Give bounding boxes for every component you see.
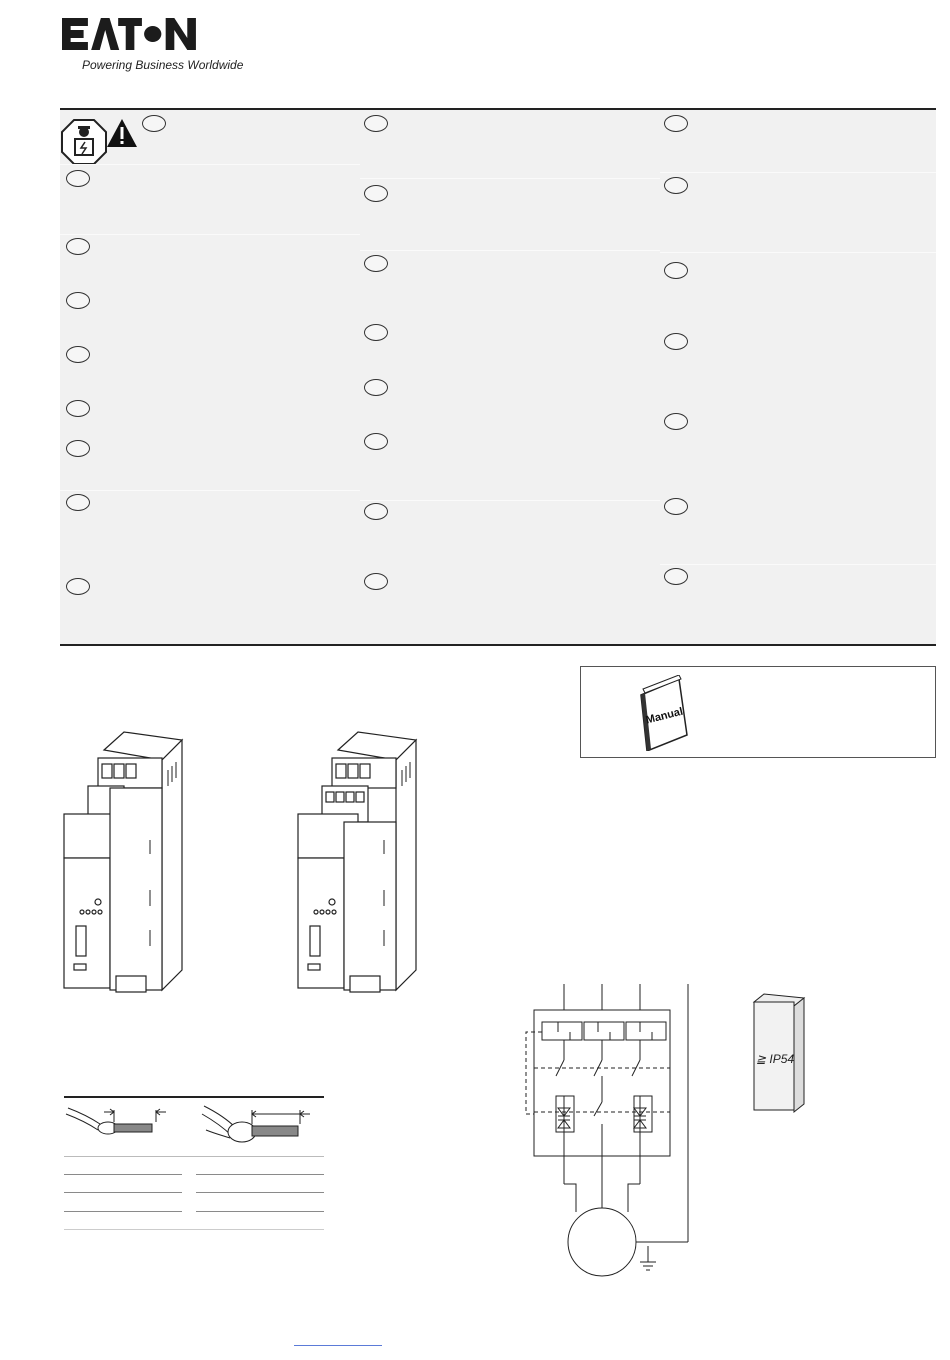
eaton-logo [62, 14, 197, 62]
wire-stripping-illustration [64, 1100, 324, 1150]
divider [660, 252, 936, 253]
soft-starter-device-illustration [58, 730, 188, 1000]
language-marker [364, 324, 388, 341]
divider [660, 172, 936, 173]
table-rule [64, 1174, 182, 1175]
motor-wiring-diagram [518, 984, 698, 1284]
language-marker [364, 433, 388, 450]
language-marker [66, 346, 90, 363]
language-marker [66, 400, 90, 417]
table-rule [64, 1192, 182, 1193]
language-panel [60, 108, 936, 646]
language-marker [66, 494, 90, 511]
language-marker [664, 413, 688, 430]
manual-book-icon [637, 675, 689, 751]
rating-label: IP54 [769, 1052, 795, 1066]
language-marker [664, 177, 688, 194]
language-marker [664, 262, 688, 279]
divider [60, 164, 360, 165]
language-marker [66, 170, 90, 187]
manual-label: Manual [644, 705, 685, 727]
language-marker [364, 255, 388, 272]
language-marker [664, 333, 688, 350]
electrician-warning-icon [60, 118, 108, 166]
language-marker [364, 115, 388, 132]
divider [60, 490, 360, 491]
table-rule [64, 1229, 324, 1230]
language-marker [364, 503, 388, 520]
language-marker [664, 115, 688, 132]
table-rule [64, 1156, 324, 1157]
table-rule [64, 1211, 182, 1212]
language-marker [66, 238, 90, 255]
table-rule [196, 1211, 324, 1212]
language-marker [664, 568, 688, 585]
language-marker [664, 498, 688, 515]
manual-reference-box [580, 666, 936, 758]
rating-symbol: ≧ [756, 1052, 767, 1066]
divider [360, 500, 660, 501]
brand-tagline: Powering Business Worldwide [82, 58, 244, 72]
enclosure-rating [756, 1052, 794, 1066]
soft-starter-device-illustration [292, 730, 422, 1000]
language-marker [66, 578, 90, 595]
language-marker [66, 292, 90, 309]
language-marker [142, 115, 166, 132]
language-marker [364, 379, 388, 396]
divider [360, 250, 660, 251]
table-top-rule [64, 1096, 324, 1098]
link-underline[interactable] [294, 1345, 382, 1346]
divider [60, 234, 360, 235]
language-marker [364, 573, 388, 590]
language-marker [364, 185, 388, 202]
eaton-logo-mark [62, 14, 197, 54]
divider [660, 564, 936, 565]
language-marker [66, 440, 90, 457]
table-rule [196, 1174, 324, 1175]
table-rule [196, 1192, 324, 1193]
divider [360, 178, 660, 179]
warning-triangle-icon [106, 118, 138, 148]
